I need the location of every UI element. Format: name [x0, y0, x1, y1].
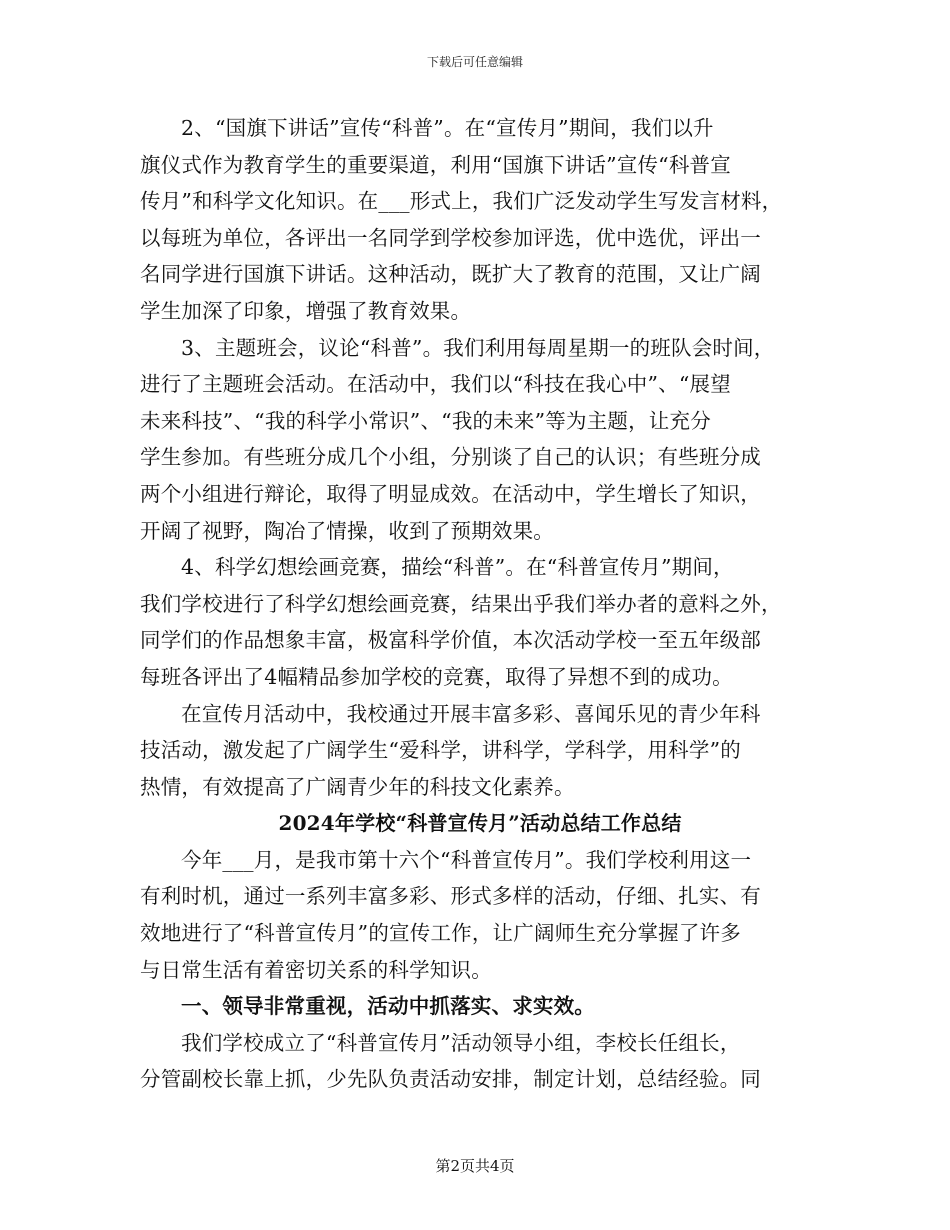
- paragraph-line: 在宣传月活动中，我校通过开展丰富多彩、喜闻乐见的青少年科: [181, 701, 761, 726]
- paragraph-line: 技活动，激发起了广阔学生“爱科学，讲科学，学科学，用科学”的: [140, 738, 741, 763]
- paragraph-line: 每班各评出了4幅精品参加学校的竞赛，取得了异想不到的成功。: [140, 664, 733, 689]
- paragraph-line: 旗仪式作为教育学生的重要渠道，利用“国旗下讲话”宣传“科普宣: [140, 152, 731, 177]
- paragraph-line: 效地进行了“科普宣传月”的宣传工作，让广阔师生充分掌握了许多: [140, 921, 741, 946]
- paragraph-line: 两个小组进行辩论，取得了明显成效。在活动中，学生增长了知识，: [140, 481, 761, 506]
- paragraph-line: 开阔了视野，陶冶了情操，收到了预期效果。: [140, 518, 554, 543]
- paragraph-line: 我们学校进行了科学幻想绘画竞赛，结果出乎我们举办者的意料之外，: [140, 591, 782, 616]
- paragraph-line: 名同学进行国旗下讲话。这种活动，既扩大了教育的范围，又让广阔: [140, 262, 761, 287]
- paragraph-line: 与日常生活有着密切关系的科学知识。: [140, 957, 492, 982]
- section-title: 2024年学校“科普宣传月”活动总结工作总结: [278, 811, 682, 836]
- paragraph-line: 4、科学幻想绘画竞赛，描绘“科普”。在“科普宣传月”期间，: [181, 555, 734, 580]
- page-footer: 第2页共4页: [435, 1157, 515, 1175]
- paragraph-line: 学生加深了印象，增强了教育效果。: [140, 298, 472, 323]
- paragraph-line: 今年___月，是我市第十六个“科普宣传月”。我们学校利用这一: [181, 847, 752, 872]
- page-header: 下载后可任意编辑: [426, 55, 523, 69]
- paragraph-line: 我们学校成立了“科普宣传月”活动领导小组，李校长任组长，: [181, 1030, 741, 1055]
- paragraph-line: 同学们的作品想象丰富，极富科学价值，本次活动学校一至五年级部: [140, 628, 761, 653]
- document-body: [140, 110, 820, 1098]
- paragraph-line: 学生参加。有些班分成几个小组，分别谈了自己的认识；有些班分成: [140, 445, 761, 470]
- paragraph-line: 进行了主题班会活动。在活动中，我们以“科技在我心中”、“展望: [140, 372, 731, 397]
- section-heading: 一、领导非常重视，活动中抓落实、求实效。: [181, 994, 595, 1019]
- paragraph-line: 以每班为单位，各评出一名同学到学校参加评选，优中选优，评出一: [140, 225, 761, 250]
- paragraph-line: 有利时机，通过一系列丰富多彩、形式多样的活动，仔细、扎实、有: [140, 884, 761, 909]
- paragraph-line: 传月”和科学文化知识。在___形式上，我们广泛发动学生写发言材料，: [140, 189, 783, 214]
- paragraph-line: 分管副校长靠上抓，少先队负责活动安排，制定计划，总结经验。同: [140, 1067, 761, 1092]
- paragraph-line: 3、主题班会，议论“科普”。我们利用每周星期一的班队会时间，: [181, 335, 775, 360]
- paragraph-line: 未来科技”、“我的科学小常识”、“我的未来”等为主题，让充分: [140, 408, 711, 433]
- paragraph-line: 2、“国旗下讲话”宣传“科普”。在“宣传月”期间，我们以升: [181, 116, 714, 140]
- paragraph-line: 热情，有效提高了广阔青少年的科技文化素养。: [140, 774, 575, 799]
